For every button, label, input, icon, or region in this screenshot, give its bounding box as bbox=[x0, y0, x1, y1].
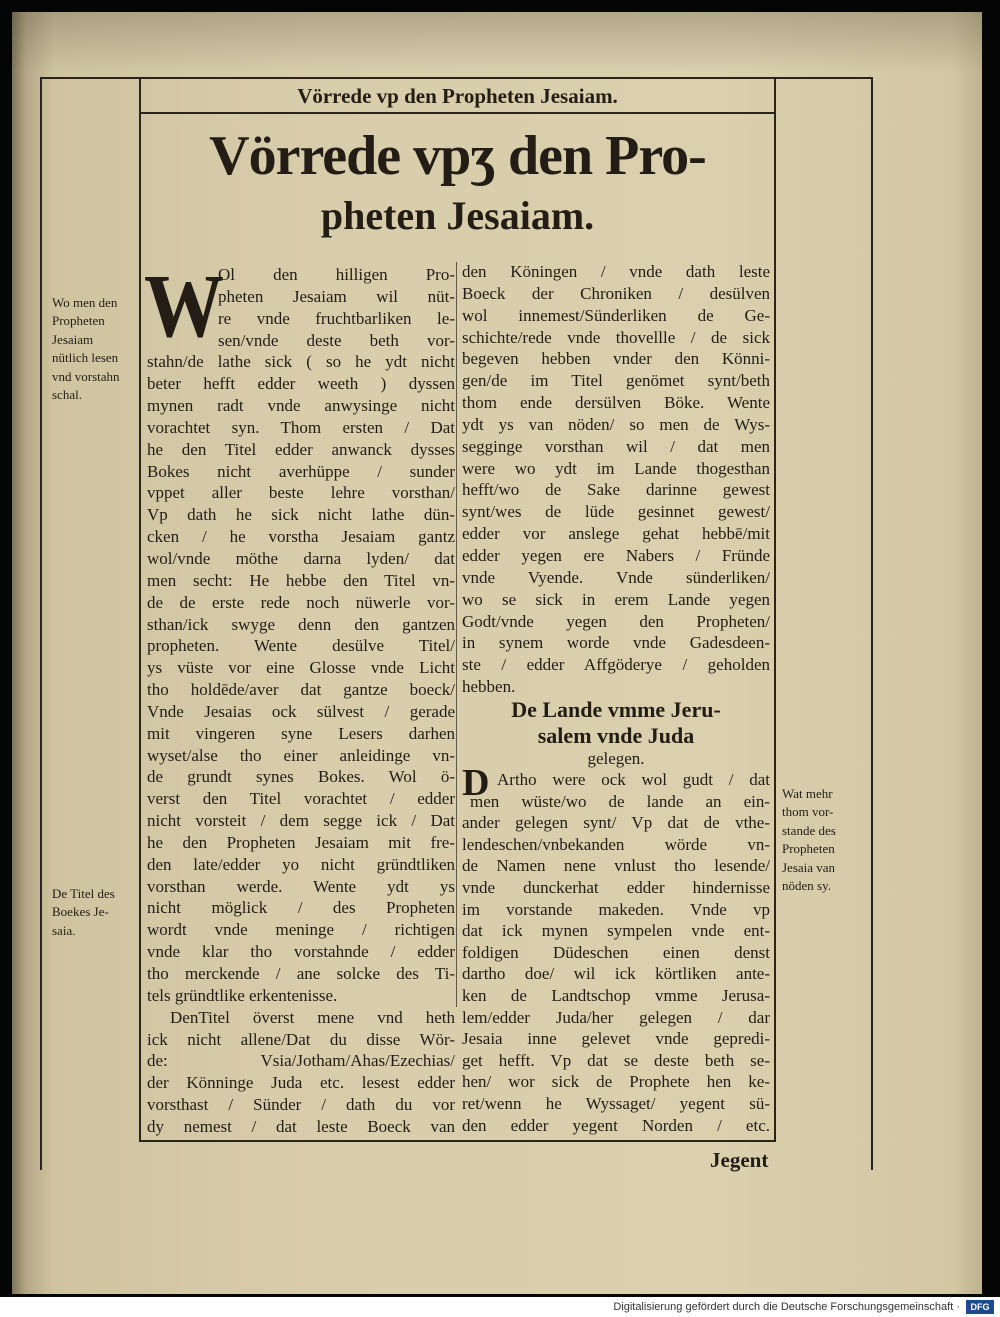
body-text-line: ydt ys van nöden/ so men de Wys- bbox=[462, 414, 770, 434]
margin-note-line: thom vor- bbox=[782, 804, 834, 820]
body-text-line: DenTitel överst mene vnd heth bbox=[170, 1007, 455, 1027]
body-text-line: Artho were ock wol gudt / dat bbox=[497, 770, 770, 789]
body-text-line: de grundt synes Bokes. Wol ö- bbox=[147, 767, 455, 787]
body-text-line: stahn/de lathe sick ( so he ydt nicht bbox=[147, 352, 455, 372]
body-text-line: Vp dath he sick nicht lathe dün- bbox=[147, 505, 455, 525]
body-text-line: wordt vnde meninge / richtigen bbox=[147, 920, 455, 940]
body-text-line: pheten Jesaiam wil nüt- bbox=[218, 286, 455, 306]
body-text-line: were wo ydt im Lande thogesthan bbox=[462, 458, 770, 478]
right-text-column-top bbox=[462, 261, 770, 698]
footer-credit: Digitalisierung gefördert durch die Deutsche Forschungsgemeinschaft · bbox=[613, 1301, 960, 1313]
drop-cap-initial: W bbox=[144, 257, 224, 357]
body-text-line: Bokes nicht averhüppe / sunder bbox=[147, 461, 455, 481]
body-text-line: mit vingeren syne Lesers darhen bbox=[147, 723, 455, 743]
body-text-line: dat ick mynen sympelen vnde ent- bbox=[462, 921, 770, 941]
column-divider-rule bbox=[456, 262, 457, 1007]
frame-outer-left-rule bbox=[40, 77, 42, 1170]
body-text-line: edder yegen ere Nabers / Fründe bbox=[462, 545, 770, 565]
body-text-line: den late/edder yo nicht gründtliken bbox=[147, 854, 455, 874]
body-text-line: re vnde fruchtbarliken le- bbox=[218, 308, 455, 328]
body-text-line: men wüste/wo de lande an ein- bbox=[470, 791, 770, 811]
body-text-line: nicht vorsteit / dem segge ick / Dat bbox=[147, 811, 455, 831]
body-text-line: verst den Titel vorachtet / edder bbox=[147, 789, 455, 809]
body-text-line: Ol den hilligen Pro- bbox=[218, 265, 455, 284]
body-text-line: vorsthan werde. Wente ydt ys bbox=[147, 876, 455, 896]
body-text-line: vnde Vyende. Vnde sünderliken/ bbox=[462, 567, 770, 587]
body-text-line: ander gelegen synt/ Vp dat de vthe- bbox=[462, 813, 770, 833]
subheading-line: gelegen. bbox=[587, 749, 645, 768]
body-text-line: tels gründtlike erkentenisse. bbox=[147, 985, 338, 1005]
body-text-line: foldigen Düdeschen einen denst bbox=[462, 942, 770, 962]
left-text-column bbox=[147, 264, 455, 1138]
frame-top-rule bbox=[40, 77, 873, 79]
body-text-line: he den Titel edder anwanck dysses bbox=[147, 439, 455, 459]
body-text-line: wol innemest/Sünderliken de Ge- bbox=[462, 305, 770, 325]
body-text-line: dy nemest / dat leste Boeck van bbox=[147, 1116, 455, 1136]
body-text-line: wol/vnde möthe darna lyden/ dat bbox=[147, 548, 455, 568]
margin-note-line: Propheten bbox=[782, 841, 835, 857]
body-text-line: de de erste rede noch nüwerle vor- bbox=[147, 592, 455, 612]
dfg-logo: DFG bbox=[966, 1300, 994, 1314]
margin-note-left-bottom bbox=[52, 885, 138, 940]
margin-note-line: vnd vorstahn bbox=[52, 368, 120, 384]
body-text-line: edder vor anslege gehat hebbē/mit bbox=[462, 524, 770, 544]
body-text-line: he den Propheten Jesaiam mit fre- bbox=[147, 832, 455, 852]
body-text-line: wyset/alse tho einer anleidinge vn- bbox=[147, 745, 455, 765]
body-text-line: vppet aller beste lehre vorsthan/ bbox=[147, 483, 455, 503]
running-header: Vörrede vp den Propheten Jesaiam. bbox=[297, 84, 618, 108]
body-text-line: lendeschen/vnbekanden wörde vn- bbox=[462, 834, 770, 854]
right-text-column-bottom bbox=[462, 769, 770, 1136]
body-text-line: cken / he vorstha Jesaiam gantz bbox=[147, 527, 455, 547]
body-text-line: segginge vorsthan wil / dat men bbox=[462, 436, 770, 456]
header-rule bbox=[139, 112, 776, 114]
body-text-line: nicht möglick / des Propheten bbox=[147, 898, 455, 918]
body-text-line: vorsthast / Sünder / dath du vor bbox=[147, 1095, 455, 1115]
body-text-line: lem/edder Juda/her gelegen / dar bbox=[462, 1007, 770, 1027]
body-text-line: de Namen nene vnlust tho lesende/ bbox=[462, 856, 770, 876]
body-text-line: in synem worde vnde Gadesdeen- bbox=[462, 633, 770, 653]
margin-note-line: De Titel des bbox=[52, 886, 115, 901]
frame-outer-right-rule bbox=[871, 77, 873, 1170]
page-title-line-2: pheten Jesaiam. bbox=[320, 193, 595, 238]
body-text-line: dartho doe/ wil ick körtliken ante- bbox=[462, 964, 770, 984]
margin-note-line: stande des bbox=[782, 822, 836, 838]
body-text-line: Jesaia inne gelevet vnde gepredi- bbox=[462, 1029, 770, 1049]
margin-note-right bbox=[782, 785, 870, 895]
margin-note-line: Jesaiam bbox=[52, 331, 94, 347]
body-text-line: de: Vsia/Jotham/Ahas/Ezechias/ bbox=[147, 1051, 455, 1071]
section-subheading bbox=[462, 697, 770, 770]
margin-note-line: Wat mehr bbox=[782, 786, 833, 801]
body-text-line: hen/ wor sick de Prophete hen ke- bbox=[462, 1072, 770, 1092]
body-text-line: Vnde Jesaias ock sülvest / gerade bbox=[147, 701, 455, 721]
body-text-line: Boeck der Chroniken / desülven bbox=[462, 283, 770, 303]
margin-note-line: Wo men den bbox=[52, 295, 118, 310]
body-text-line: get hefft. Vp dat se deste beth se- bbox=[462, 1050, 770, 1070]
body-text-line: propheten. Wente desülve Titel/ bbox=[147, 636, 455, 656]
body-text-line: vnde dunckerhat edder hindernisse bbox=[462, 877, 770, 897]
body-text-line: vnde klar tho vorstahnde / edder bbox=[147, 942, 455, 962]
margin-note-line: Propheten bbox=[52, 313, 105, 329]
margin-note-line: Jesaia van bbox=[782, 859, 836, 875]
body-text-line: ick nicht allene/Dat du disse Wör- bbox=[147, 1029, 455, 1049]
body-text-line: thom ende dersülven Böke. Wente bbox=[462, 393, 770, 413]
body-text-line: sthan/ick swyge denn den gantzen bbox=[147, 614, 455, 634]
body-text-line: ret/wenn he Wyssaget/ yegent sü- bbox=[462, 1093, 770, 1113]
frame-bottom-rule bbox=[139, 1140, 776, 1142]
subheading-line: salem vnde Juda bbox=[537, 723, 695, 748]
body-text-line: ste / edder Affgöderye / geholden bbox=[462, 655, 770, 675]
margin-note-line: schal. bbox=[52, 387, 82, 403]
margin-note-line: nöden sy. bbox=[782, 878, 831, 894]
body-text-line: tho merckende / ane solcke des Ti- bbox=[147, 964, 455, 983]
drop-cap-initial: D bbox=[462, 762, 490, 804]
body-text-line: sen/vnde deste beth vor- bbox=[218, 330, 455, 350]
frame-inner-right-rule bbox=[774, 77, 776, 1142]
body-text-line: ken de Landtschop vmme Jerusa- bbox=[462, 985, 770, 1005]
body-text-line: schichte/rede vnde thovellle / de sick bbox=[462, 327, 770, 347]
margin-note-left-top bbox=[52, 294, 138, 404]
body-text-line: im vorstande makeden. Vnde vp bbox=[462, 899, 770, 919]
margin-note-line: saia. bbox=[52, 922, 76, 938]
body-text-line: tho holdēde/aver dat gantze boeck/ bbox=[147, 680, 455, 700]
body-text-line: hebben. bbox=[462, 677, 516, 697]
digitization-footer bbox=[0, 1297, 1000, 1317]
body-text-line: wo se sick in erem Lande yegen bbox=[462, 589, 770, 609]
body-text-line: beter hefft edder weeth ) dyssen bbox=[147, 374, 455, 394]
body-text-line: den edder yegent Norden / etc. bbox=[462, 1115, 770, 1135]
body-text-line: der Könninge Juda etc. lesest edder bbox=[147, 1073, 455, 1093]
body-text-line: men secht: He hebbe den Titel vn- bbox=[147, 570, 455, 590]
body-text-line: vorachtet syn. Thom ersten / Dat bbox=[147, 417, 455, 437]
body-text-line: hefft/wo de Sake darinne gewest bbox=[462, 480, 770, 500]
margin-note-line: Boekes Je- bbox=[52, 904, 109, 920]
subheading-line: De Lande vmme Jeru- bbox=[511, 697, 721, 722]
body-text-line: begeven hebben vnder den Könni- bbox=[462, 349, 770, 369]
body-text-line: Godt/vnde yegen den Propheten/ bbox=[462, 611, 770, 631]
body-text-line: gen/de im Titel genömet synt/beth bbox=[462, 371, 770, 391]
body-text-line: ys vüste vor eine Glosse vnde Licht bbox=[147, 658, 455, 678]
body-text-line: synt/wes de lüde gesinnet gewest/ bbox=[462, 502, 770, 522]
margin-note-line: nütlich lesen bbox=[52, 350, 119, 366]
body-text-line: mynen radt vnde anwysinge nicht bbox=[147, 396, 455, 416]
catchword: Jegent bbox=[710, 1148, 769, 1172]
page-title-line-1: Vörrede vpʒ den Pro- bbox=[209, 125, 706, 187]
body-text-line: den Köningen / vnde dath leste bbox=[462, 262, 770, 281]
